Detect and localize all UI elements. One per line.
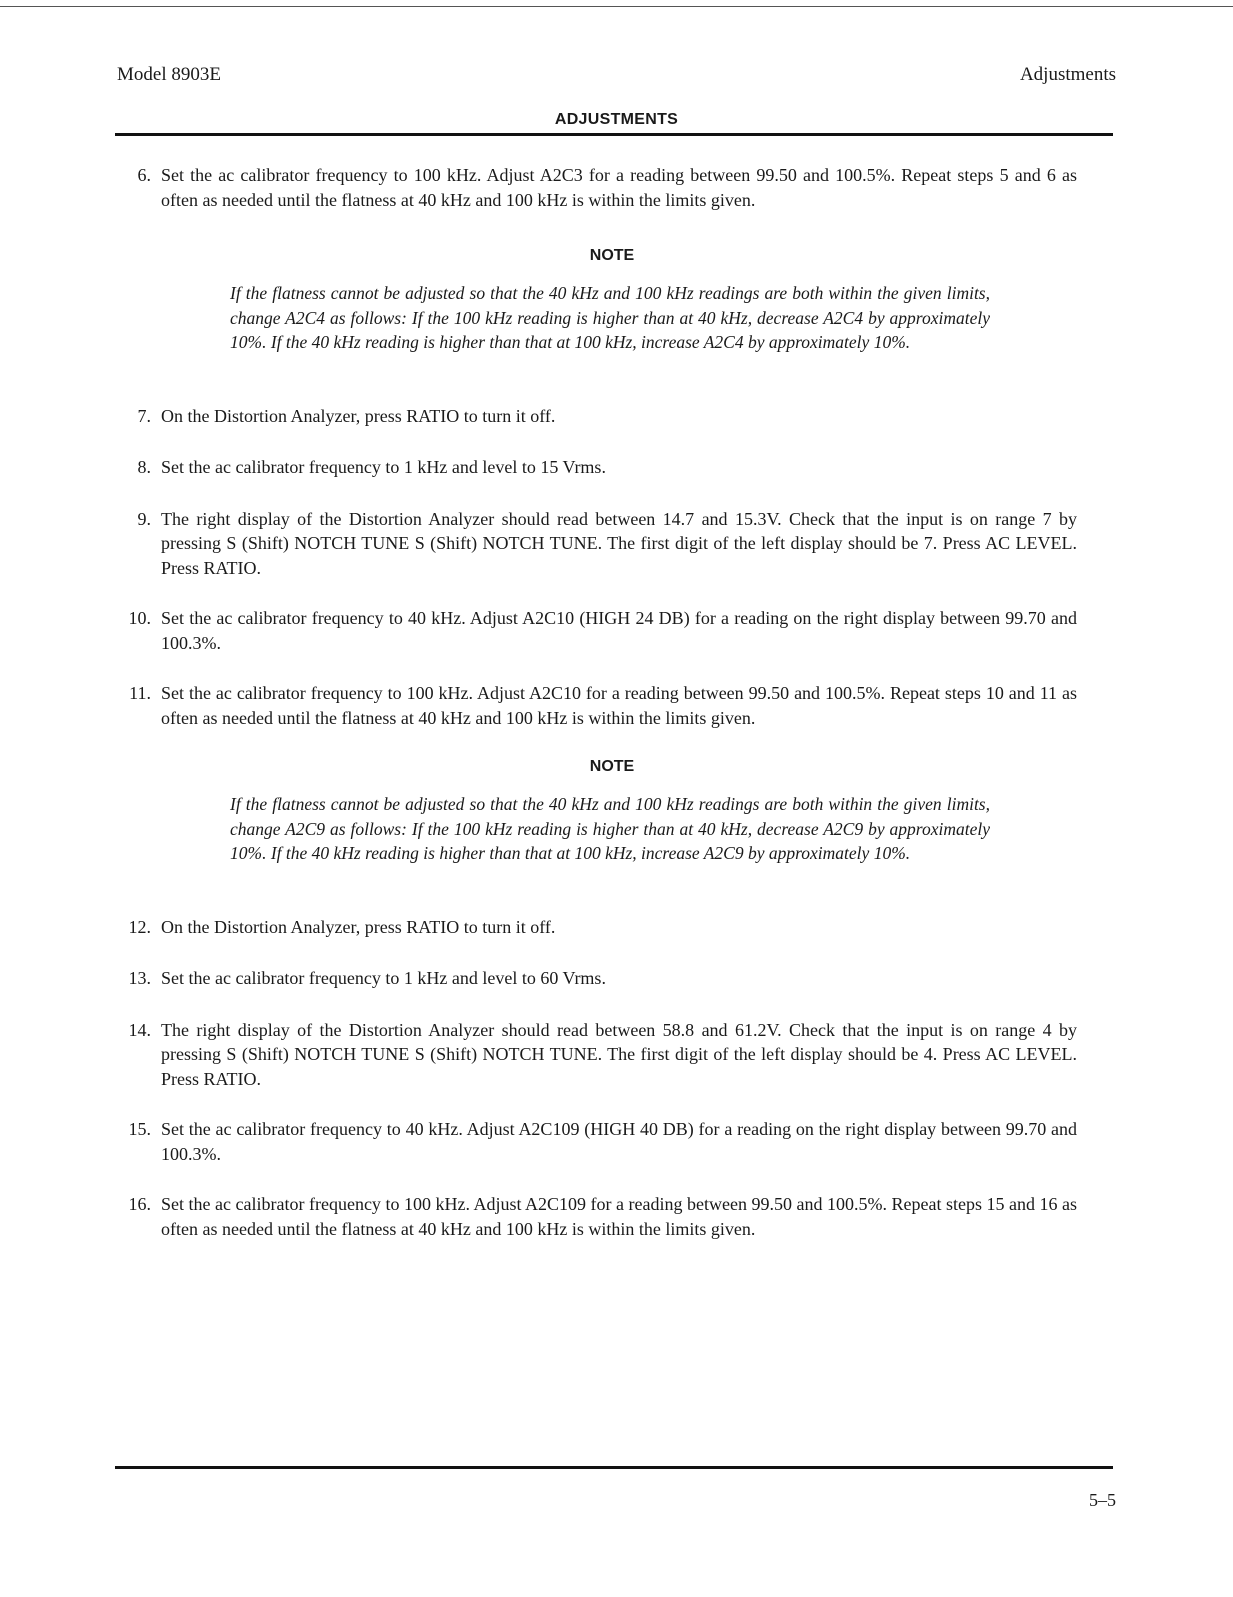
- step-text: Set the ac calibrator frequency to 100 kHz. Adjust A2C109 for a reading between 99.50 and 100.5%. Repeat steps 15 and 16 as often as needed until the flatness at 40 kHz and 100 kHz is within the limits given.: [161, 1194, 1077, 1239]
- step-11: [117, 681, 1077, 730]
- step-text: On the Distortion Analyzer, press RATIO to turn it off.: [161, 916, 556, 937]
- step-number: 14.: [128, 1019, 151, 1040]
- note-a2c4: [230, 247, 990, 355]
- note-text: If the flatness cannot be adjusted so that the 40 kHz and 100 kHz readings are both within the given limits, change A2C9 as follows: If the 100 kHz reading is higher than at 40 kHz, decrease A2C9 by approximately 10%. If the 40 kHz reading is higher than that at 100 kHz, increase A2C9 by approximately 10%.: [230, 794, 990, 863]
- step-6: [117, 163, 1077, 212]
- step-7: [117, 404, 1077, 429]
- note-title: NOTE: [589, 758, 635, 775]
- step-13: [117, 966, 1077, 991]
- header-model: Model 8903E: [117, 64, 221, 85]
- step-12: [117, 915, 1077, 940]
- step-number: 6.: [137, 165, 151, 185]
- step-text: Set the ac calibrator frequency to 1 kHz and level to 60 Vrms.: [161, 968, 606, 988]
- step-number: 15.: [128, 1119, 151, 1139]
- header-section: Adjustments: [1019, 64, 1116, 85]
- step-14: [117, 1018, 1077, 1092]
- step-text: Set the ac calibrator frequency to 1 kHz and level to 15 Vrms.: [161, 457, 606, 477]
- step-text: The right display of the Distortion Analyzer should read between 58.8 and 61.2V. Check that the input is on range 4 by pressing S (Shift) NOTCH TUNE S (Shift) NOTCH TUNE. The first digit of the left display should be 4. Press AC LEVEL. Press RATIO.: [161, 1019, 1077, 1089]
- step-number: 9.: [137, 508, 151, 529]
- step-number: 10.: [128, 608, 151, 628]
- section-title: ADJUSTMENTS: [554, 111, 679, 128]
- bottom-rule: [115, 1466, 1113, 1469]
- step-16: [117, 1192, 1077, 1241]
- step-text: Set the ac calibrator frequency to 100 kHz. Adjust A2C10 for a reading between 99.50 and 100.5%. Repeat steps 10 and 11 as often as needed until the flatness at 40 kHz and 100 kHz is within the limits given.: [161, 683, 1077, 728]
- step-number: 12.: [128, 916, 151, 937]
- step-10: [117, 606, 1077, 655]
- step-number: 13.: [128, 968, 151, 988]
- step-text: Set the ac calibrator frequency to 100 kHz. Adjust A2C3 for a reading between 99.50 and 100.5%. Repeat steps 5 and 6 as often as needed until the flatness at 40 kHz and 100 kHz is within the limits given.: [161, 165, 1077, 210]
- step-8: [117, 455, 1077, 480]
- step-text: Set the ac calibrator frequency to 40 kHz. Adjust A2C109 (HIGH 40 DB) for a reading on the right display between 99.70 and 100.3%.: [161, 1119, 1077, 1164]
- step-text: On the Distortion Analyzer, press RATIO to turn it off.: [161, 405, 556, 426]
- step-number: 8.: [137, 457, 151, 477]
- step-number: 7.: [137, 405, 151, 426]
- step-15: [117, 1117, 1077, 1166]
- note-a2c9: [230, 758, 990, 866]
- note-text: If the flatness cannot be adjusted so that the 40 kHz and 100 kHz readings are both within the given limits, change A2C4 as follows: If the 100 kHz reading is higher than at 40 kHz, decrease A2C4 by approximately 10%. If the 40 kHz reading is higher than that at 100 kHz, increase A2C4 by approximately 10%.: [230, 283, 990, 352]
- step-number: 16.: [128, 1194, 151, 1214]
- step-text: The right display of the Distortion Analyzer should read between 14.7 and 15.3V. Check that the input is on range 7 by pressing S (Shift) NOTCH TUNE S (Shift) NOTCH TUNE. The first digit of the left display should be 7. Press AC LEVEL. Press RATIO.: [161, 508, 1077, 578]
- step-text: Set the ac calibrator frequency to 40 kHz. Adjust A2C10 (HIGH 24 DB) for a reading on the right display between 99.70 and 100.3%.: [161, 608, 1077, 653]
- top-rule: [115, 133, 1113, 136]
- scan-edge-line: [0, 6, 1233, 7]
- step-number: 11.: [129, 683, 151, 703]
- note-title: NOTE: [589, 247, 635, 264]
- step-9: [117, 507, 1077, 581]
- page-number: 5–5: [1089, 1490, 1116, 1510]
- page-content: [117, 163, 1077, 1241]
